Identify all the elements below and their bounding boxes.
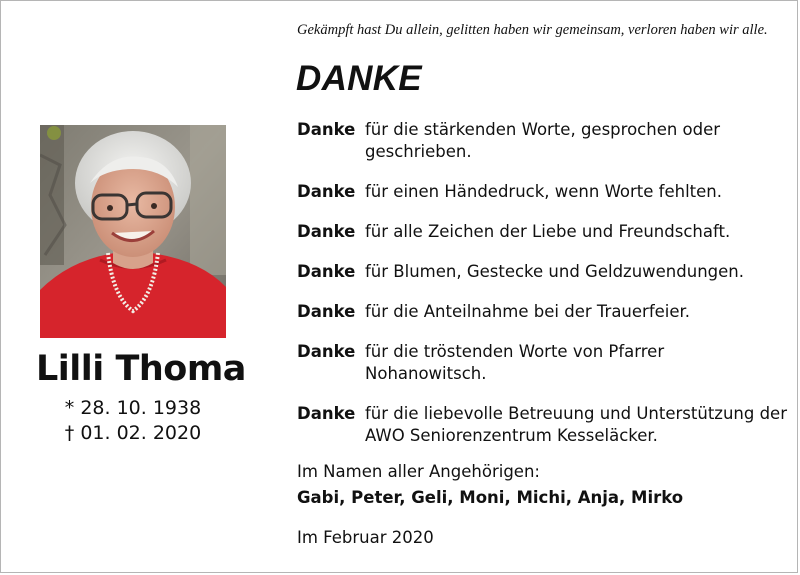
thanks-word: Danke [297, 120, 356, 139]
thanks-word: Danke [297, 342, 356, 361]
thanks-item [297, 181, 787, 203]
family-names: Gabi, Peter, Geli, Moni, Michi, Anja, Mirko [297, 488, 684, 507]
thanks-word: Danke [297, 182, 356, 201]
thanks-word: Danke [297, 262, 356, 281]
thanks-list [297, 119, 787, 465]
thanks-item [297, 261, 787, 283]
deceased-name: Lilli Thoma [36, 349, 246, 389]
thanks-text: für die tröstenden Worte von Pfarrer Nohanowitsch. [365, 342, 665, 383]
portrait-photo [40, 125, 226, 338]
thanks-text: für die stärkenden Worte, gesprochen oder geschrieben. [365, 120, 721, 161]
thanks-item [297, 119, 787, 163]
thanks-word: Danke [297, 404, 356, 423]
thanks-text: für einen Händedruck, wenn Worte fehlten. [365, 182, 722, 201]
thanks-text: für alle Zeichen der Liebe und Freundschaft. [365, 222, 731, 241]
notice-date: Im Februar 2020 [297, 528, 434, 547]
thanks-item [297, 221, 787, 243]
family-lead: Im Namen aller Angehörigen: [297, 462, 540, 481]
thanks-text: für Blumen, Gestecke und Geldzuwendungen. [365, 262, 744, 281]
page-title: DANKE [296, 59, 422, 98]
thanks-text: für die Anteilnahme bei der Trauerfeier. [365, 302, 691, 321]
motto-quote: Gekämpft hast Du allein, gelitten haben wir gemeinsam, verloren haben wir alle. [297, 22, 768, 38]
thanks-item [297, 301, 787, 323]
portrait-image [40, 125, 226, 338]
birth-date: * 28. 10. 1938 [64, 397, 202, 419]
thanks-text: für die liebevolle Betreuung und Unterstützung der AWO Seniorenzentrum Kesseläcker. [365, 404, 787, 445]
thanks-word: Danke [297, 302, 356, 321]
life-dates [40, 396, 226, 446]
death-date: † 01. 02. 2020 [64, 422, 202, 444]
thanks-word: Danke [297, 222, 356, 241]
thanks-item [297, 403, 787, 447]
thanks-item [297, 341, 787, 385]
